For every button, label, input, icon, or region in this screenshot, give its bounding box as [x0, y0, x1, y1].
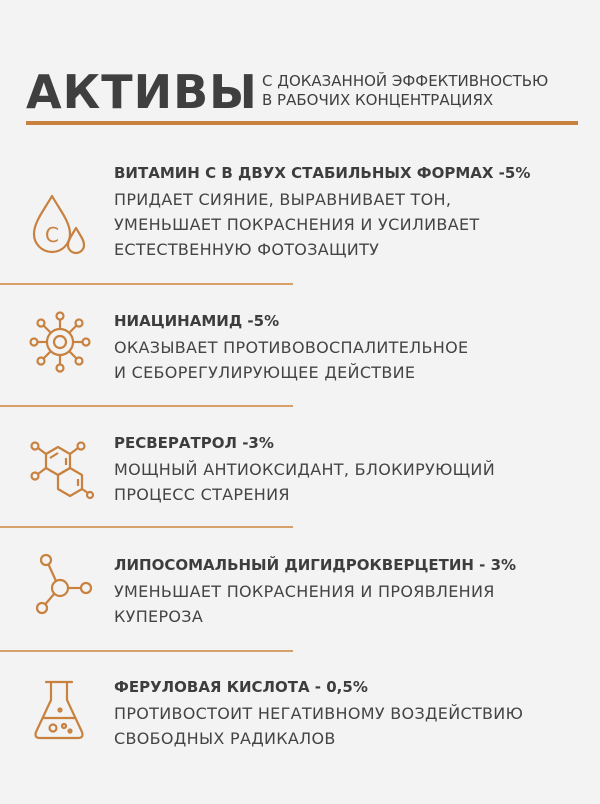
section-divider [0, 650, 293, 652]
item-description: МОЩНЫЙ АНТИОКСИДАНТ, БЛОКИРУЮЩИЙ ПРОЦЕСС СТАРЕНИЯ [114, 460, 495, 504]
item-name: ЛИПОСОМАЛЬНЫЙ ДИГИДРОКВЕРЦЕТИН - 3% [114, 556, 517, 574]
vitamin-letter: C [45, 223, 59, 247]
section-divider [0, 405, 293, 407]
subtitle-line-1: С ДОКАЗАННОЙ ЭФФЕКТИВНОСТЬЮ [262, 72, 549, 90]
item-description: ОКАЗЫВАЕТ ПРОТИВОВОСПАЛИТЕЛЬНОЕ И СЕБОРЕГУЛИРУЮЩЕЕ ДЕЙСТВИЕ [114, 338, 469, 382]
section-divider [0, 526, 293, 528]
molecule-icon [24, 550, 96, 622]
item-text [114, 432, 584, 507]
item-name: ФЕРУЛОВАЯ КИСЛОТА - 0,5% [114, 678, 368, 696]
subtitle-line-2: В РАБОЧИХ КОНЦЕНТРАЦИЯХ [262, 91, 494, 109]
page-subtitle [262, 72, 548, 110]
item-text [114, 162, 584, 262]
item-text [114, 310, 584, 385]
vitamin-c-drops-icon [24, 188, 96, 260]
header-divider [26, 121, 578, 125]
item-name: ВИТАМИН С В ДВУХ СТАБИЛЬНЫХ ФОРМАХ -5% [114, 164, 531, 182]
item-name: НИАЦИНАМИД -5% [114, 312, 280, 330]
item-description: УМЕНЬШАЕТ ПОКРАСНЕНИЯ И ПРОЯВЛЕНИЯ КУПЕРОЗА [114, 582, 495, 626]
page-title: АКТИВЫ [26, 65, 258, 119]
item-description: ПРИДАЕТ СИЯНИЕ, ВЫРАВНИВАЕТ ТОН, УМЕНЬШАЕТ ПОКРАСНЕНИЯ И УСИЛИВАЕТ ЕСТЕСТВЕННУЮ ФОТОЗАЩИТУ [114, 190, 480, 259]
section-divider [0, 283, 293, 285]
cell-molecule-icon [24, 306, 96, 378]
item-description: ПРОТИВОСТОИТ НЕГАТИВНОМУ ВОЗДЕЙСТВИЮ СВОБОДНЫХ РАДИКАЛОВ [114, 704, 524, 748]
header [26, 64, 578, 120]
item-text [114, 554, 584, 629]
flask-icon [24, 674, 96, 746]
benzene-ring-icon [24, 430, 96, 502]
item-name: РЕСВЕРАТРОЛ -3% [114, 434, 274, 452]
item-text [114, 676, 584, 751]
